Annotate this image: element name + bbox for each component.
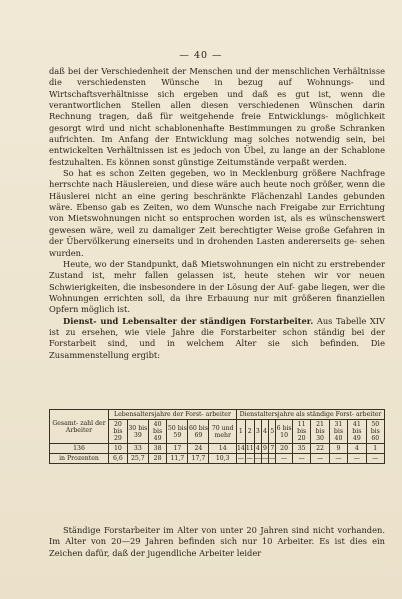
service-col-header: 41 bis 49: [348, 420, 366, 444]
table-cell: —: [348, 454, 366, 464]
table-cell: —: [329, 454, 347, 464]
section-heading: Dienst- und Lebensalter der ständigen Forstarbeiter.: [63, 315, 314, 326]
table-cell: 10: [109, 444, 128, 454]
table-cell: 38: [148, 444, 166, 454]
service-col-header: 6 bis 10: [276, 420, 293, 444]
table-cell-total: 136: [50, 444, 109, 454]
table-cell: 17,7: [188, 454, 209, 464]
service-col-header: 31 bis 40: [329, 420, 347, 444]
table-cell: 6,6: [109, 454, 128, 464]
age-service-table: [49, 409, 385, 464]
service-col-header: 5: [269, 420, 276, 444]
table-cell: 14: [236, 445, 245, 452]
table-cell: 35: [292, 444, 310, 454]
table-cell: —: [254, 455, 261, 462]
age-col-header: 50 bis 59: [167, 420, 188, 444]
table-row-percent: [50, 454, 385, 464]
table-cell: 9: [329, 444, 347, 454]
table-cell: —: [269, 455, 276, 462]
table-cell: —: [261, 455, 269, 462]
service-col-header: 3: [254, 420, 261, 444]
table-cell: 22: [311, 444, 329, 454]
table-cell: 33: [127, 444, 148, 454]
paragraph-2: So hat es schon Zeiten gegeben, wo in Mecklenburg größere Nachfrage herrschte nach Häuslereien, und diese wäre auch heute noch größer, wenn die Häuslerei nicht an eine gering beschränkte Flächenzahl Landes gebunden wäre. Ebenso gab es Zeiten, wo dem Wunsche nach Freigabe zur Errichtung von Mietswohnungen nicht so entsprochen worden ist, als es wünschenswert gewesen wäre, weil zu damaliger Zeit berechtigter Weise große Gefahren in der Übervölkerung einerseits und in drohenden Lasten andererseits ge- sehen wurden.: [49, 168, 385, 258]
service-col-header: 11 bis 20: [292, 420, 310, 444]
table-cell: 11: [245, 445, 254, 452]
table-cell: 17: [167, 444, 188, 454]
service-col-header: 2: [245, 420, 254, 444]
body-text: [49, 66, 385, 361]
section-paragraph: [49, 316, 385, 361]
table-cell: 11,7: [167, 454, 188, 464]
table-cell: 24: [188, 444, 209, 454]
service-col-header: 4: [261, 420, 268, 444]
service-col-header: 50 bis 60: [366, 420, 384, 444]
header-age-group: Lebensaltersjahre der Forst- arbeiter: [109, 410, 237, 420]
table-cell: 25,7: [127, 454, 148, 464]
table-cell: 9: [263, 445, 267, 452]
table-cell: 4: [348, 444, 366, 454]
table-cell: —: [246, 455, 253, 462]
table-row-counts: [50, 444, 385, 454]
age-col-header: 70 und mehr: [209, 420, 236, 444]
table-cell: —: [237, 455, 244, 462]
age-col-header: 60 bis 69: [188, 420, 209, 444]
age-col-header: 20 bis 29: [109, 420, 128, 444]
section-text: Aus Tabelle XIV ist zu ersehen, wie viele Jahre die Forstarbeiter schon ständig bei der Forstarbeit sind, und in welchem Alter sie sich befinden. Die Zusammenstellung ergibt:: [49, 315, 385, 360]
table-cell-percent-label: in Prozenten: [50, 454, 109, 464]
table-cell: —: [276, 454, 293, 464]
table-header-row: [50, 410, 385, 420]
service-col-header: 1: [236, 420, 245, 444]
paragraph-after-table: Ständige Forstarbeiter im Alter von unter 20 Jahren sind nicht vorhanden. Im Alter von 20—29 Jahren befinden sich nur 10 Arbeiter. Es ist dies ein Zeichen dafür, daß der jugendliche Arbeiter leider: [49, 525, 385, 558]
header-total-workers: Gesamt- zahl der Arbeiter: [50, 410, 109, 444]
page-number: — 40 —: [179, 50, 223, 61]
age-col-header: 30 bis 39: [127, 420, 148, 444]
header-service-group: Dienstaltersjahre als ständige Forst- arbeiter: [236, 410, 384, 420]
table-cell: 28: [148, 454, 166, 464]
table-cell: 1: [366, 444, 384, 454]
service-col-header: 21 bis 30: [311, 420, 329, 444]
paragraph-1: daß bei der Verschiedenheit der Menschen und der menschlichen Verhältnisse die verschiedensten Wünsche in bezug auf Wohnungs- und Wirtschaftsverhältnisse sich ergeben und daß es gut ist, wenn die verantwortlichen Stellen allen diesen verschiedenen Wünschen darin Rechnung tragen, daß für weitgehende freie Entwicklungs- möglichkeit gesorgt wird und nicht schablonenhafte Bestimmungen zu große Schranken aufrichten. Im Anfang der Entwicklung mag solches notwendig sein, bei entwickelten Verhältnissen ist es jedoch von Übel, zu lange an der Schablone festzuhalten. Es können sonst günstige Zeitumstände verpaßt werden.: [49, 66, 385, 167]
table-cell: 7: [270, 445, 275, 452]
table-cell: 20: [276, 444, 293, 454]
closing-text: [49, 525, 385, 559]
table-cell: —: [311, 454, 329, 464]
table-cell: —: [292, 454, 310, 464]
table-cell: —: [366, 454, 384, 464]
table-cell: 14: [209, 444, 236, 454]
paragraph-3: Heute, wo der Standpunkt, daß Mietswohnungen ein nicht zu erstrebender Zustand ist, mehr fallen gelassen ist, heute stehen wir vor neuen Schwierigkeiten, die insbesondere in der Lösung der Auf- gabe liegen, wer die Wohnungen errichten soll, da ihre Erbauung nur mit größeren finanziellen Opfern möglich ist.: [49, 258, 385, 315]
age-col-header: 40 bis 49: [148, 420, 166, 444]
table-cell: 4: [255, 445, 260, 452]
table-cell: 10,3: [209, 454, 236, 464]
